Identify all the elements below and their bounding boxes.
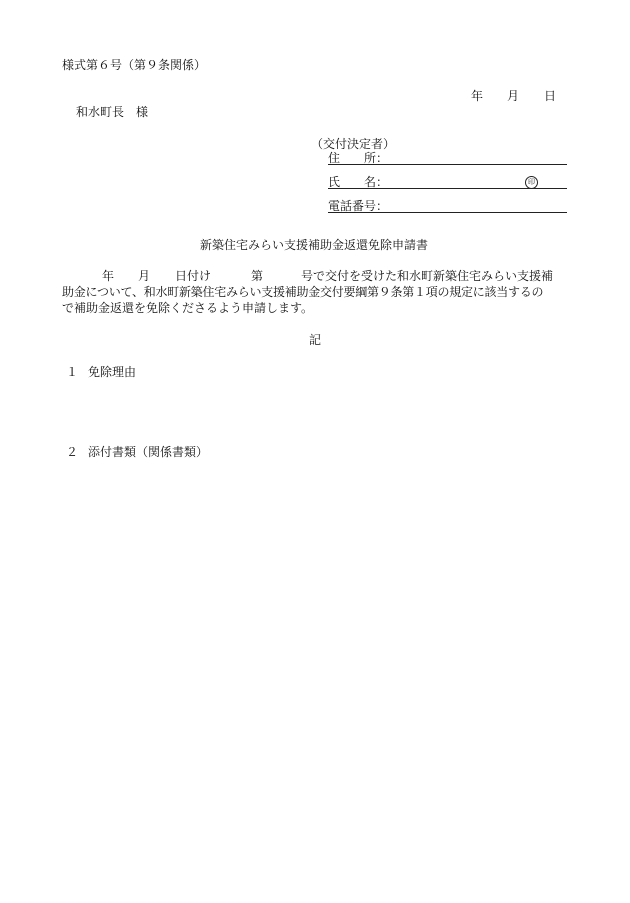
date-month: 月 (507, 89, 520, 103)
phone-label: 電話番号： (328, 199, 389, 213)
item-number: ２ (66, 445, 79, 459)
body-no: 第 (251, 269, 264, 283)
name-label: 氏 名： (328, 175, 389, 189)
item-label: 添付書類（関係書類） (88, 445, 209, 459)
applicant-heading: （交付決定者） (311, 137, 396, 151)
form-number: 様式第６号（第９条関係） (62, 58, 207, 72)
date-year: 年 (471, 89, 484, 103)
seal-mark: 印 (525, 176, 538, 189)
phone-field[interactable] (328, 212, 567, 213)
document-title: 新築住宅みらい支援補助金返還免除申請書 (200, 238, 429, 252)
addressee: 和水町長 様 (76, 105, 149, 119)
address-field[interactable] (328, 164, 567, 165)
body-line2: 助金について、和水町新築住宅みらい支援補助金交付要綱第９条第１項の規定に該当するの (62, 285, 544, 299)
ki-heading: 記 (309, 333, 322, 347)
body-line1-rest: 号で交付を受けた和水町新築住宅みらい支援補 (301, 269, 554, 283)
body-month: 月 (138, 269, 151, 283)
body-year: 年 (102, 269, 115, 283)
address-label: 住 所： (328, 151, 389, 165)
body-date: 日付け (175, 269, 212, 283)
body-line3: で補助金返還を免除くださるよう申請します。 (62, 301, 314, 315)
item-number: １ (66, 365, 79, 379)
date-day: 日 (544, 89, 557, 103)
item-label: 免除理由 (88, 365, 137, 379)
name-field[interactable] (328, 188, 567, 189)
